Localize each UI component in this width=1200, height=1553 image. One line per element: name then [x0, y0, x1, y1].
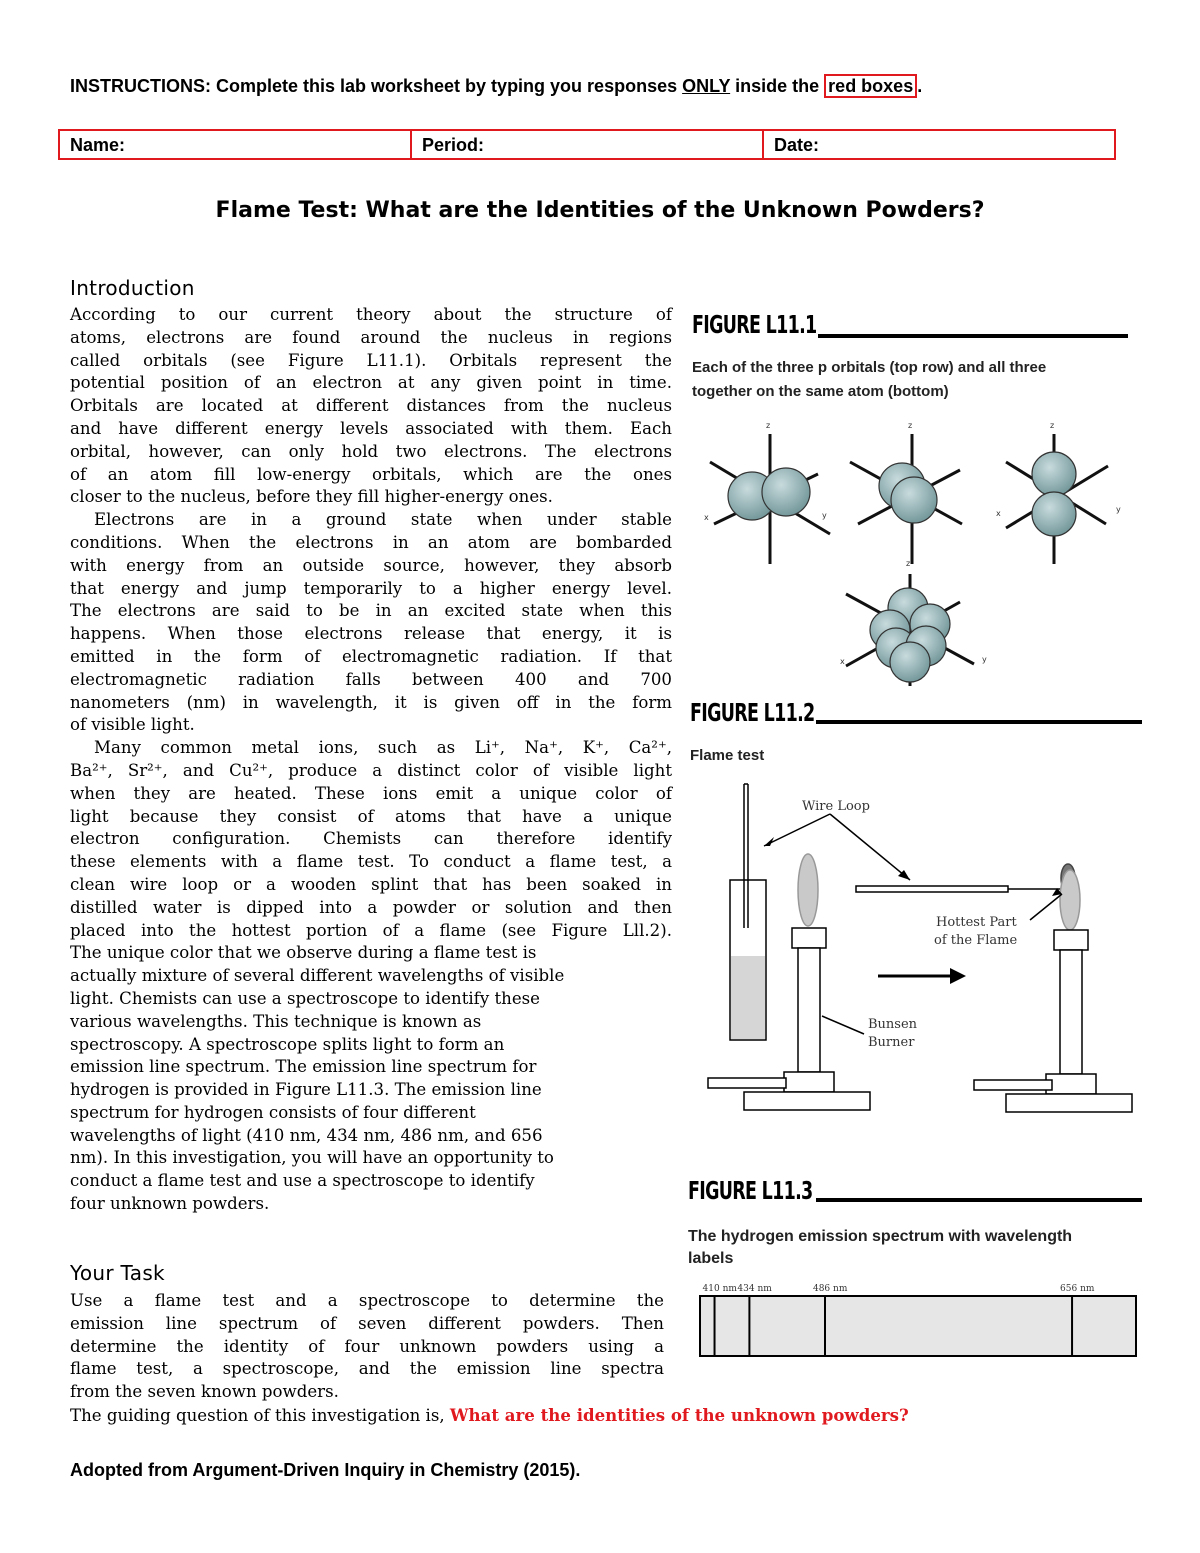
distilled-water [731, 956, 765, 1039]
instructions [70, 76, 922, 97]
date-field[interactable] [764, 131, 1114, 158]
intro-line: spectroscopy. A spectroscope splits light to form an [70, 1034, 505, 1054]
intro-line: emitted in the form of electromagnetic radiation. If that [70, 646, 672, 666]
intro-line: happens. When those electrons release that energy, it is [70, 624, 672, 644]
figure-l11-3 [688, 1176, 1148, 1270]
task-text [70, 1290, 909, 1427]
intro-line: wavelengths of light (410 nm, 434 nm, 486 nm, and 656 [70, 1125, 543, 1145]
figure2-rule [816, 720, 1142, 724]
intro-line: conditions. When the electrons in an atom are bombarded [70, 532, 672, 552]
page-title: Flame Test: What are the Identities of the Unknown Powders? [215, 198, 985, 223]
intro-line: clean wire loop or a wooden splint that has been soaked in [70, 874, 672, 894]
figure3-caption [688, 1226, 1148, 1270]
intro-line: emission line spectrum. The emission line spectrum for [70, 1057, 537, 1077]
hydrogen-spectrum [698, 1280, 1140, 1360]
intro-line: of an atom fill low-energy orbitals, which are the ones [70, 464, 672, 484]
intro-line: that energy and jump temporarily to a higher energy level. [70, 578, 672, 598]
instructions-text: INSTRUCTIONS: Complete this lab worksheet by typing you responses [70, 76, 683, 96]
intro-line: electromagnetic radiation falls between 400 and 700 [70, 669, 672, 689]
intro-line: closer to the nucleus, before they fill higher-energy ones. [70, 487, 553, 507]
red-boxes-label: red boxes [824, 74, 917, 98]
axis-label-z: z [906, 559, 911, 568]
instructions-suffix: . [917, 76, 923, 96]
intro-line: of visible light. [70, 715, 195, 735]
intro-line: when they are heated. These ions emit a unique color of [70, 783, 672, 803]
name-field[interactable] [60, 131, 412, 158]
flame-test-diagram [700, 780, 1140, 1115]
guiding-question-line [70, 1404, 909, 1427]
intro-line: The electrons are said to be in an excited state when this [70, 601, 672, 621]
figure3-caption-line2: labels [688, 1250, 734, 1267]
figure1-caption [692, 356, 1152, 404]
flame-left [798, 854, 818, 926]
intro-line: called orbitals (see Figure L11.1). Orbitals represent the [70, 350, 672, 370]
intro-line: four unknown powders. [70, 1194, 270, 1214]
wavelength-label: 656 nm [1060, 1284, 1095, 1294]
introduction-text [70, 304, 672, 1216]
figure3-title: FIGURE L11.3 [688, 1176, 813, 1205]
intro-line: hydrogen is provided in Figure L11.3. The emission line [70, 1080, 542, 1100]
intro-line: nanometers (nm) in wavelength, it is given off in the form [70, 692, 672, 712]
figure-l11-1 [692, 310, 1152, 404]
axis-label-z: z [908, 421, 913, 430]
task-line: Use a flame test and a spectroscope to determine the [70, 1291, 664, 1310]
task-line: determine the identity of four unknown powders using a [70, 1336, 664, 1356]
task-line: flame test, a spectroscope, and the emission line spectra [70, 1359, 664, 1379]
intro-line: spectrum for hydrogen consists of four different [70, 1102, 476, 1122]
axis-label-y: y [982, 655, 987, 664]
figure1-rule [818, 334, 1128, 338]
instructions-middle: inside the [730, 76, 825, 96]
figure-l11-2 [690, 698, 1150, 768]
introduction-heading: Introduction [70, 276, 195, 300]
axis-label-y: y [1116, 505, 1121, 514]
intro-line: Electrons are in a ground state when under stable [94, 510, 672, 530]
intro-line: According to our current theory about the structure of [70, 305, 672, 324]
intro-line: placed into the hottest portion of a flame (see Figure Lll.2). [70, 920, 672, 940]
hottest-part-label: Hottest Part [936, 915, 1017, 930]
intro-line: light. Chemists can use a spectroscope to identify these [70, 988, 540, 1008]
combined-p-orbitals [846, 574, 974, 686]
figure1-caption-line2: together on the same atom (bottom) [692, 383, 949, 400]
flame-right [1060, 870, 1080, 930]
intro-line: distilled water is dipped into a powder or solution and then [70, 897, 672, 917]
figure2-caption: Flame test [690, 747, 765, 764]
period-field[interactable] [412, 131, 764, 158]
intro-line: orbital, however, can only hold two electrons. The electrons [70, 441, 672, 461]
task-line: from the seven known powders. [70, 1382, 339, 1402]
axis-label-x: x [704, 513, 709, 522]
wire-loop [856, 886, 1008, 892]
axis-label-x: x [840, 657, 845, 666]
period-label: Period: [422, 135, 485, 155]
intro-line: potential position of an electron at any given point in time. [70, 373, 672, 393]
orbitals-diagram [700, 414, 1140, 694]
intro-line: actually mixture of several different wavelengths of visible [70, 966, 565, 986]
intro-line: these elements with a flame test. To conduct a flame test, a [70, 852, 672, 872]
figure3-rule [816, 1198, 1142, 1202]
px-orbital [710, 434, 830, 564]
intro-line: Ba²⁺, Sr²⁺, and Cu²⁺, produce a distinct color of visible light [70, 760, 672, 780]
intro-line: conduct a flame test and use a spectroscope to identify [70, 1171, 535, 1191]
intro-line: various wavelengths. This technique is known as [70, 1011, 482, 1031]
intro-line: and have different energy levels associated with them. Each [70, 418, 672, 438]
date-label: Date: [774, 135, 820, 155]
intro-line: light because they consist of atoms that have a unique [70, 806, 672, 826]
intro-line: atoms, electrons are found around the nucleus in regions [70, 327, 672, 347]
axis-label-y: y [822, 511, 827, 520]
axis-label-x: x [996, 509, 1001, 518]
guiding-question: What are the identities of the unknown powders? [449, 1404, 909, 1425]
name-label: Name: [70, 135, 126, 155]
bunsen-burner-label: Bunsen [868, 1017, 918, 1032]
spectrum-band [700, 1296, 1136, 1356]
task-line: emission line spectrum of seven different powders. Then [70, 1313, 664, 1333]
wavelength-label: 410 nm [702, 1284, 737, 1294]
student-info-box [58, 129, 1116, 160]
intro-line: with energy from an outside source, however, they absorb [70, 555, 672, 575]
task-heading: Your Task [70, 1261, 165, 1285]
source-footer: Adopted from Argument-Driven Inquiry in Chemistry (2015). [70, 1460, 581, 1480]
intro-line: electron configuration. Chemists can therefore identify [70, 829, 672, 849]
axis-label-z: z [1050, 421, 1055, 430]
figure2-title: FIGURE L11.2 [690, 698, 815, 727]
axis-label-z: z [766, 421, 771, 430]
pz-orbital [1006, 434, 1108, 564]
hottest-part-label-line2: of the Flame [934, 933, 1018, 948]
wavelength-label: 434 nm [737, 1284, 772, 1294]
figure1-caption-line1: Each of the three p orbitals (top row) and all three [692, 359, 1047, 376]
intro-line: nm). In this investigation, you will have an opportunity to [70, 1148, 554, 1168]
guiding-prefix: The guiding question of this investigation is, [70, 1405, 450, 1425]
figure3-caption-line1: The hydrogen emission spectrum with wavelength [688, 1228, 1073, 1245]
figure1-title: FIGURE L11.1 [692, 310, 817, 339]
intro-line: The unique color that we observe during a flame test is [70, 943, 537, 963]
py-orbital [850, 434, 962, 564]
wavelength-label: 486 nm [812, 1284, 848, 1294]
intro-line: Many common metal ions, such as Li⁺, Na⁺, K⁺, Ca²⁺, [94, 738, 672, 758]
wire-loop-label: Wire Loop [802, 799, 870, 814]
instructions-only: ONLY [682, 76, 731, 96]
bunsen-burner-label-line2: Burner [868, 1035, 915, 1050]
intro-line: Orbitals are located at different distances from the nucleus [70, 396, 672, 416]
